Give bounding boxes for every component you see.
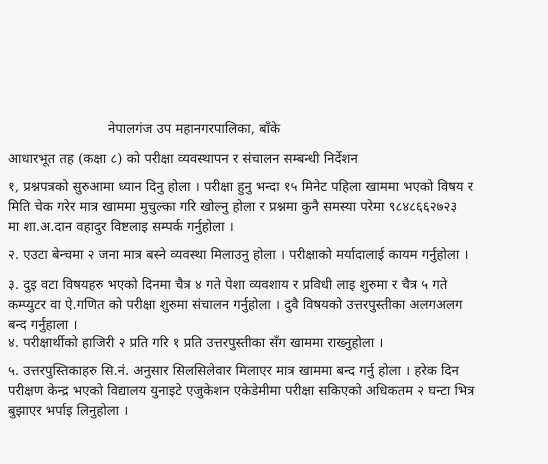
point-3-line-3: बन्द गर्नुहाला । <box>8 318 78 333</box>
instruction-point-1 <box>8 178 544 238</box>
point-2-line-1: २. एउटा बेन्चमा २ जना मात्र बस्ने व्यवस्था मिलाउनु होला । परीक्षाको मर्यादालाई कायम गर्नुहोला । <box>8 248 469 263</box>
point-1-line-2: मिति चेक गरेर मात्र खाममा मुचुल्का गरि खोल्नु होला र प्रश्नमा कुनै समस्या परेमा ९८४८६६२७२३ <box>8 200 458 215</box>
instruction-point-4 <box>8 334 544 354</box>
point-1-line-3: मा शा.अ.दान वहादुर विष्टलाइ सम्पर्क गर्नुहोला । <box>8 220 234 235</box>
point-4-line-1: ४. परीक्षार्थीको हाजिरी २ प्रति गरि १ प्रति उत्तरपुस्तीका सँग खाममा राख्नुहोला । <box>8 336 384 351</box>
point-5-line-2: परीक्षण केन्द्र भएको विद्यालय युनाइटे एजुकेशन एकेडेमीमा परीक्षा सकिएको अधिकतम २ घन्टा भित्र <box>8 384 475 399</box>
point-3-line-1: ३. दुइ वटा विषयहरु भएको दिनमा चैत्र ४ गते पेशा व्यवशाय र प्रविधी लाइ शुरुमा र चैत्र ५ गते <box>8 278 448 293</box>
point-3-line-2: कम्प्युटर वा ऐ.गणित को परीक्षा शुरुमा संचालन गर्नुहोला । दुवै विषयको उत्तरपुस्तीका अलगअलग <box>8 298 463 313</box>
subject-line: आधारभूत तह (कक्षा ८) को परीक्षा व्यवस्थापन र संचालन सम्बन्धी निर्देशन <box>8 152 358 167</box>
municipality-heading: नेपालगंज उप महानगरपालिका, बाँके <box>108 122 281 137</box>
point-5-line-1: ५. उत्तरपुस्तिकाहरु सि.नं. अनुसार सिलसिलेवार मिलाएर मात्र खाममा बन्द गर्नु होला । हरेक दिन <box>8 364 459 379</box>
point-5-line-3: बुझाएर भर्पाइ लिनुहोला । <box>8 404 129 419</box>
instruction-point-3 <box>8 276 544 336</box>
point-1-line-1: १, प्रश्नपत्रको सुरुआमा ध्यान दिनु होला । परीक्षा हुनु भन्दा १५ मिनेट पहिला खाममा भएको विषय र <box>8 180 474 195</box>
instruction-point-5 <box>8 362 544 422</box>
instruction-point-2 <box>8 246 544 266</box>
